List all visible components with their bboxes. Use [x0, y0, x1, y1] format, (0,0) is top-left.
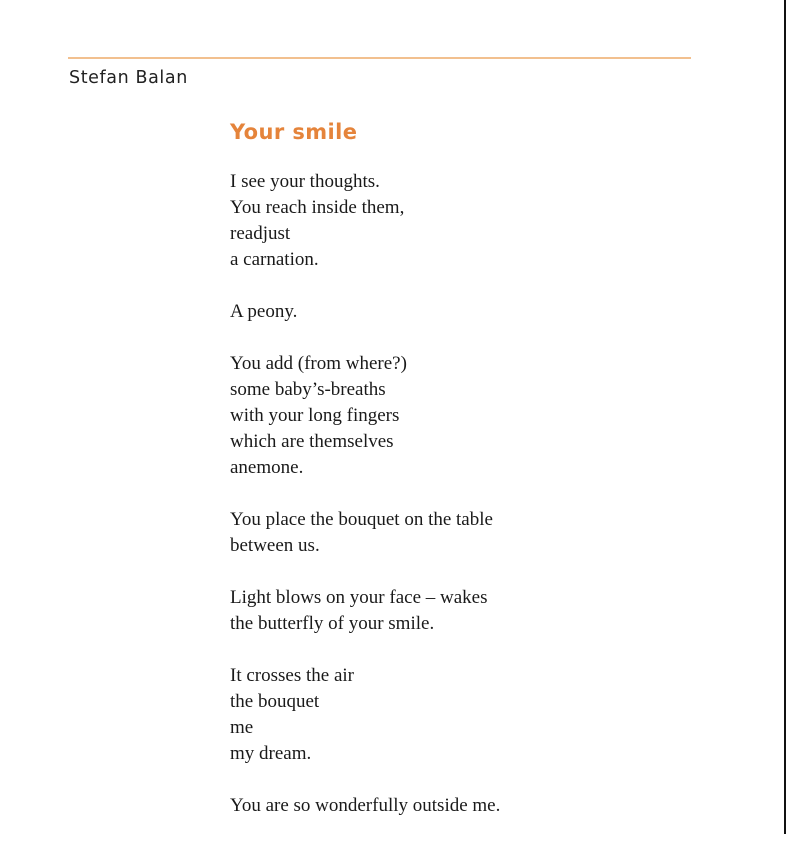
page-edge: [784, 0, 786, 834]
stanza: [230, 507, 730, 559]
poem-line: You add (from where?): [230, 353, 407, 374]
stanza: [230, 663, 730, 767]
poem-line: which are themselves: [230, 431, 394, 452]
poem-line: You place the bouquet on the table: [230, 509, 493, 530]
poem-line: A peony.: [230, 301, 298, 322]
poem-line: You are so wonderfully outside me.: [230, 795, 501, 816]
poem-line: It crosses the air: [230, 665, 354, 686]
poem-line: between us.: [230, 535, 320, 556]
poem-line: a carnation.: [230, 249, 319, 270]
poem-line: the bouquet: [230, 691, 320, 712]
poem-line: the butterfly of your smile.: [230, 613, 435, 634]
poem-line: anemone.: [230, 457, 304, 478]
stanza: [230, 299, 730, 325]
poem-line: Light blows on your face – wakes: [230, 587, 488, 608]
poem-body: [230, 169, 730, 845]
stanza: [230, 351, 730, 481]
stanza: [230, 585, 730, 637]
stanza: [230, 169, 730, 273]
poem-line: readjust: [230, 223, 291, 244]
header-rule: [68, 57, 691, 59]
poem-line: with your long fingers: [230, 405, 400, 426]
author-name: Stefan Balan: [69, 68, 188, 88]
poem-line: me: [230, 717, 254, 738]
poem-line: You reach inside them,: [230, 197, 405, 218]
poem-line: some baby’s-breaths: [230, 379, 386, 400]
poem-line: my dream.: [230, 743, 312, 764]
poem-title: Your smile: [230, 120, 358, 144]
stanza: [230, 793, 730, 819]
poem-line: I see your thoughts.: [230, 171, 380, 192]
